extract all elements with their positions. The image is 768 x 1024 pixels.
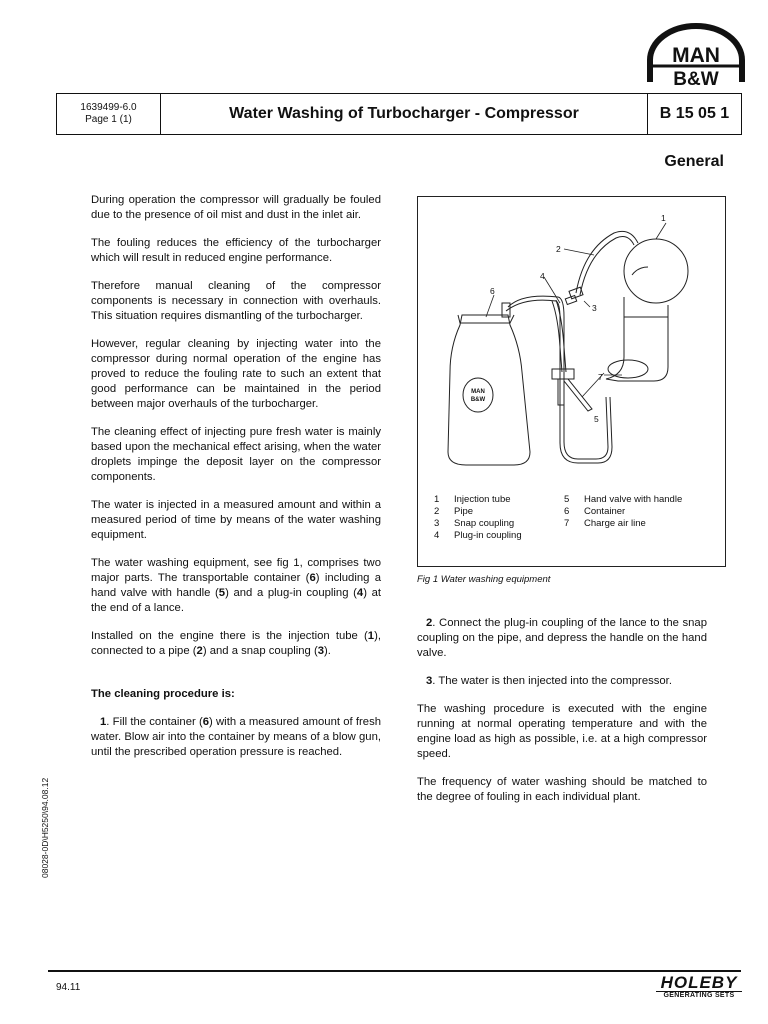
holeby-name: HOLEBY <box>660 973 738 992</box>
logo-line1: MAN <box>672 44 720 67</box>
man-bw-logo <box>638 20 754 90</box>
doc-meta <box>57 94 161 134</box>
callout-3: 3 <box>592 303 597 313</box>
callout-7: 7 <box>598 372 603 382</box>
holeby-logo <box>656 974 742 1000</box>
container-logo-line2: B&W <box>470 397 486 403</box>
document-title: Water Washing of Turbocharger - Compressor <box>229 105 579 122</box>
cleaning-procedure-heading: The cleaning procedure is: <box>91 688 235 700</box>
logo-graphic <box>638 20 754 90</box>
equipment-drawing <box>418 197 725 487</box>
paragraph: The frequency of water washing should be matched to the degree of fouling in each individual plant. <box>417 776 707 803</box>
page-number: Page 1 (1) <box>85 114 132 125</box>
paragraph: The fouling reduces the efficiency of the turbocharger which will result in reduced engine performance. <box>91 237 381 264</box>
doc-number: 1639499-6.0 <box>80 102 137 113</box>
paragraph: However, regular cleaning by injecting water into the compressor during normal operation of the engine has proved to reduce the fouling rate to such an extent that good performance can be maintained in the period between major overhauls of the turbocharger. <box>91 338 381 410</box>
paragraph: The water is injected in a measured amount and within a measured period of time by means of the water washing equipment. <box>91 499 381 541</box>
paragraph: During operation the compressor will gradually be fouled due to the presence of oil mist and dust in the inlet air. <box>91 194 381 221</box>
callout-4: 4 <box>540 271 545 281</box>
callout-2: 2 <box>556 244 561 254</box>
callout-5: 5 <box>594 414 599 424</box>
right-column <box>417 616 707 818</box>
container-logo-line1: MAN <box>471 389 485 395</box>
callout-1: 1 <box>661 213 666 223</box>
margin-reference-code: 08028-0D\H5250\94.08.12 <box>40 777 50 878</box>
left-column <box>91 193 381 773</box>
footer-date: 94.11 <box>56 982 81 993</box>
figure-water-washing-equipment: 1 2 3 4 5 6 7 MAN B&W 1 Injection tube 2 Pipe 3 Snap coupling 4 Plug-in coupling 5 Hand valve with handle 6 Container 7 Charge air line <box>417 196 726 567</box>
paragraph: Therefore manual cleaning of the compressor components is necessary in connection with overhauls. This situation requires dismantling of the turbocharger. <box>91 280 381 322</box>
holeby-subtitle: GENERATING SETS <box>656 991 742 1000</box>
figure-caption: Fig 1 Water washing equipment <box>417 574 551 585</box>
logo-line2: B&W <box>673 69 719 90</box>
paragraph: The cleaning effect of injecting pure fresh water is mainly based upon the mechanical effect arising, when the water droplets impinge the deposit layer on the compressor components. <box>91 426 381 483</box>
step-1: 1. Fill the container (6) with a measured amount of fresh water. Blow air into the container by means of a blow gun, until the prescribed operation pressure is reached. <box>91 716 382 758</box>
section-heading: General <box>664 153 724 170</box>
document-code: B 15 05 1 <box>647 94 741 134</box>
paragraph-equipment: The water washing equipment, see fig 1, comprises two major parts. The transportable container (6) including a hand valve with handle (5) and a plug-in coupling (4) at the end of a lance. <box>91 557 381 614</box>
document-header <box>56 93 742 135</box>
paragraph: The washing procedure is executed with the engine running at normal operating temperature and with the engine load as high as possible, i.e. at a high compressor speed. <box>417 703 707 760</box>
footer-divider <box>48 970 741 972</box>
step-3: 3. The water is then injected into the compressor. <box>426 675 672 687</box>
step-2: 2. Connect the plug-in coupling of the lance to the snap coupling on the pipe, and depress the handle on the hand valve. <box>417 617 707 659</box>
callout-6: 6 <box>490 286 495 296</box>
paragraph-installed: Installed on the engine there is the injection tube (1), connected to a pipe (2) and a snap coupling (3). <box>91 630 381 657</box>
